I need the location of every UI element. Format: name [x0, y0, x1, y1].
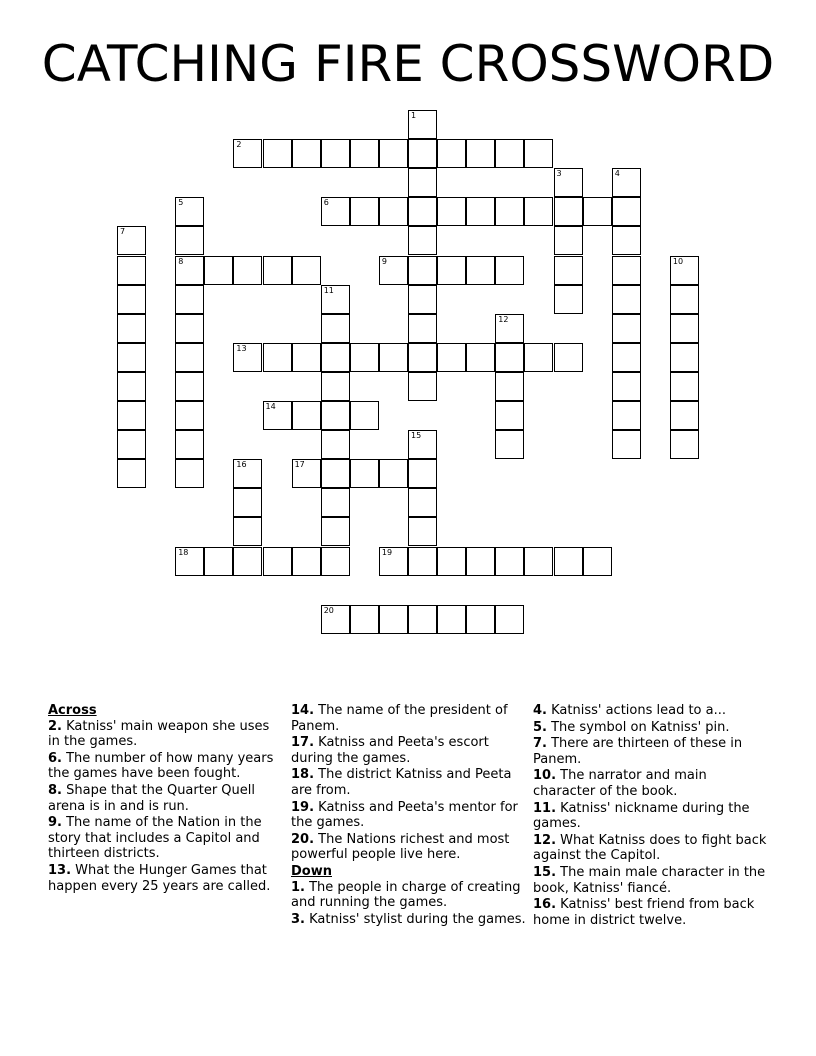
clue-item-number: 3.	[291, 911, 305, 927]
clue-item-text: The people in charge of creating and running the games.	[291, 879, 521, 911]
grid-cell[interactable]	[408, 488, 437, 517]
grid-cell[interactable]	[612, 285, 641, 314]
grid-cell[interactable]	[437, 197, 466, 226]
grid-cell[interactable]	[379, 605, 408, 634]
clue-item-text: The main male character in the book, Katniss' fiancé.	[533, 864, 766, 896]
grid-cell[interactable]	[263, 401, 292, 430]
grid-cell[interactable]	[292, 343, 321, 372]
grid-cell[interactable]	[495, 314, 524, 343]
grid-cell[interactable]	[117, 459, 146, 488]
grid-cell[interactable]	[117, 372, 146, 401]
clue-item-text: The name of the Nation in the story that includes a Capitol and thirteen districts.	[48, 815, 262, 862]
clue-item	[533, 736, 769, 767]
clue-item-text: The district Katniss and Peeta are from.	[291, 767, 512, 798]
grid-cell[interactable]	[321, 430, 350, 459]
grid-cell[interactable]	[175, 430, 204, 459]
grid-cell[interactable]	[612, 401, 641, 430]
grid-cell[interactable]	[379, 547, 408, 576]
grid-cell[interactable]	[175, 285, 204, 314]
grid-cell[interactable]	[670, 314, 699, 343]
grid-cell[interactable]	[466, 197, 495, 226]
clue-item-text: The Nations richest and most powerful people live here.	[291, 831, 510, 863]
grid-cell[interactable]	[554, 168, 583, 197]
clue-number: 6	[323, 198, 329, 208]
grid-cell[interactable]	[379, 343, 408, 372]
clue-item	[533, 703, 769, 719]
grid-cell[interactable]	[408, 430, 437, 459]
grid-cell[interactable]	[495, 197, 524, 226]
clue-item-text: Katniss' best friend from back home in district twelve.	[533, 897, 755, 928]
grid-cell[interactable]	[495, 343, 524, 372]
clue-item	[533, 897, 769, 928]
clue-item-number: 12.	[533, 832, 557, 848]
clue-number: 4	[614, 169, 620, 179]
clue-number: 10	[672, 256, 684, 266]
clue-item-text: What the Hunger Games that happen every 25 years are called.	[48, 862, 271, 894]
clue-item-number: 5.	[533, 719, 547, 735]
down-clue-list-continued	[533, 703, 769, 928]
clue-item-number: 1.	[291, 879, 305, 895]
clue-number: 18	[178, 547, 189, 557]
grid-cell[interactable]	[524, 139, 553, 168]
clue-item-number: 19.	[291, 799, 315, 815]
grid-cell[interactable]	[321, 605, 350, 634]
clue-item-number: 14.	[291, 703, 315, 718]
grid-cell[interactable]	[524, 547, 553, 576]
grid-cell[interactable]	[379, 256, 408, 285]
grid-cell[interactable]	[350, 459, 379, 488]
clue-item-text: The narrator and main character of the book.	[533, 768, 707, 799]
grid-cell[interactable]	[263, 256, 292, 285]
clue-item-number: 8.	[48, 782, 62, 798]
grid-cell[interactable]	[292, 459, 321, 488]
down-heading: Down	[291, 863, 332, 879]
grid-cell[interactable]	[379, 197, 408, 226]
grid-cell[interactable]	[321, 401, 350, 430]
grid-cell[interactable]	[175, 547, 204, 576]
grid-cell[interactable]	[321, 343, 350, 372]
grid-cell[interactable]	[495, 547, 524, 576]
grid-cell[interactable]	[495, 605, 524, 634]
clue-item-number: 15.	[533, 864, 557, 880]
down-clues-column	[533, 703, 769, 929]
grid-cell[interactable]	[612, 314, 641, 343]
clue-item-number: 17.	[291, 735, 315, 751]
grid-cell[interactable]	[408, 343, 437, 372]
grid-cell[interactable]	[524, 343, 553, 372]
grid-cell[interactable]	[233, 256, 262, 285]
grid-cell[interactable]	[321, 517, 350, 546]
grid-cell[interactable]	[612, 430, 641, 459]
grid-cell[interactable]	[117, 256, 146, 285]
clue-item-number: 13.	[48, 862, 72, 878]
clue-number: 2	[236, 140, 242, 150]
clue-number: 8	[178, 256, 184, 266]
down-clue-list	[291, 880, 527, 928]
grid-cell[interactable]	[408, 372, 437, 401]
clue-item	[48, 751, 280, 782]
grid-cell[interactable]	[175, 343, 204, 372]
grid-cell[interactable]	[175, 401, 204, 430]
grid-cell[interactable]	[233, 517, 262, 546]
grid-cell[interactable]	[554, 343, 583, 372]
grid-cell[interactable]	[321, 197, 350, 226]
grid-cell[interactable]	[495, 139, 524, 168]
clue-item-text: Katniss' main weapon she uses in the games.	[48, 718, 270, 750]
clue-item	[533, 865, 769, 896]
grid-cell[interactable]	[350, 343, 379, 372]
grid-cell[interactable]	[670, 256, 699, 285]
grid-cell[interactable]	[670, 401, 699, 430]
clue-item	[533, 833, 769, 864]
across-clues-column	[48, 703, 280, 895]
grid-cell[interactable]	[408, 168, 437, 197]
grid-cell[interactable]	[117, 430, 146, 459]
grid-cell[interactable]	[466, 343, 495, 372]
across-clue-list	[48, 719, 280, 895]
grid-cell[interactable]	[466, 547, 495, 576]
clue-number: 11	[323, 285, 334, 295]
grid-cell[interactable]	[408, 314, 437, 343]
clue-item	[291, 832, 527, 863]
grid-cell[interactable]	[408, 197, 437, 226]
grid-cell[interactable]	[408, 605, 437, 634]
grid-cell[interactable]	[350, 139, 379, 168]
grid-cell[interactable]	[321, 139, 350, 168]
clue-item	[291, 735, 527, 766]
clue-item	[533, 720, 769, 736]
grid-cell[interactable]	[350, 197, 379, 226]
grid-cell[interactable]	[233, 139, 262, 168]
grid-cell[interactable]	[408, 459, 437, 488]
clue-item-text: Katniss and Peeta's escort during the games.	[291, 735, 489, 766]
clue-item-text: What Katniss does to fight back against the Capitol.	[533, 832, 767, 864]
grid-cell[interactable]	[321, 488, 350, 517]
grid-cell[interactable]	[379, 139, 408, 168]
clue-item-text: Katniss and Peeta's mentor for the games.	[291, 799, 518, 831]
clue-item-number: 4.	[533, 703, 547, 718]
grid-cell[interactable]	[612, 256, 641, 285]
grid-cell[interactable]	[175, 314, 204, 343]
grid-cell[interactable]	[379, 459, 408, 488]
grid-cell[interactable]	[466, 605, 495, 634]
grid-cell[interactable]	[495, 372, 524, 401]
clue-item-text: The name of the president of Panem.	[291, 703, 508, 734]
grid-cell[interactable]	[437, 547, 466, 576]
grid-cell[interactable]	[233, 488, 262, 517]
clue-number: 20	[323, 605, 334, 615]
grid-cell[interactable]	[554, 547, 583, 576]
grid-cell[interactable]	[495, 401, 524, 430]
grid-cell[interactable]	[437, 256, 466, 285]
grid-cell[interactable]	[437, 343, 466, 372]
clue-item	[48, 719, 280, 750]
grid-cell[interactable]	[612, 168, 641, 197]
grid-cell[interactable]	[554, 256, 583, 285]
clue-item-number: 9.	[48, 815, 62, 831]
clue-item-number: 11.	[533, 800, 557, 816]
clue-item	[291, 800, 527, 831]
clue-number: 19	[381, 547, 393, 557]
clue-number: 5	[178, 198, 184, 208]
clue-number: 12	[498, 314, 509, 324]
clue-number: 17	[294, 460, 305, 470]
clue-item-number: 20.	[291, 831, 315, 847]
grid-cell[interactable]	[263, 139, 292, 168]
grid-cell[interactable]	[233, 547, 262, 576]
grid-cell[interactable]	[175, 372, 204, 401]
clue-item-number: 2.	[48, 718, 62, 734]
across-heading: Across	[48, 703, 97, 718]
grid-cell[interactable]	[117, 226, 146, 255]
grid-cell[interactable]	[175, 256, 204, 285]
clue-item-text: Katniss' actions lead to a...	[546, 703, 727, 718]
grid-cell[interactable]	[408, 547, 437, 576]
clue-item-text: The symbol on Katniss' pin.	[546, 719, 730, 735]
clue-item	[48, 863, 280, 894]
grid-cell[interactable]	[321, 285, 350, 314]
clue-item-number: 7.	[533, 736, 547, 752]
grid-cell[interactable]	[263, 343, 292, 372]
grid-cell[interactable]	[670, 430, 699, 459]
grid-cell[interactable]	[117, 314, 146, 343]
page-title: CATCHING FIRE CROSSWORD	[41, 35, 775, 93]
clue-item-number: 18.	[291, 767, 315, 783]
clue-item-text: Katniss' nickname during the games.	[533, 800, 750, 832]
grid-cell[interactable]	[612, 197, 641, 226]
grid-cell[interactable]	[437, 605, 466, 634]
grid-cell[interactable]	[583, 197, 612, 226]
grid-cell[interactable]	[117, 285, 146, 314]
grid-cell[interactable]	[321, 547, 350, 576]
grid-cell[interactable]	[495, 430, 524, 459]
grid-cell[interactable]	[408, 226, 437, 255]
grid-cell[interactable]	[321, 459, 350, 488]
grid-cell[interactable]	[524, 197, 553, 226]
grid-cell[interactable]	[466, 139, 495, 168]
grid-cell[interactable]	[554, 226, 583, 255]
grid-cell[interactable]	[292, 139, 321, 168]
middle-clues-column	[291, 703, 527, 928]
grid-cell[interactable]	[554, 197, 583, 226]
grid-cell[interactable]	[612, 343, 641, 372]
clue-item	[291, 767, 527, 798]
grid-cell[interactable]	[292, 401, 321, 430]
grid-cell[interactable]	[437, 139, 466, 168]
grid-cell[interactable]	[292, 547, 321, 576]
clue-item	[533, 801, 769, 832]
grid-cell[interactable]	[321, 372, 350, 401]
clue-number: 3	[556, 169, 562, 179]
clue-item-number: 16.	[533, 897, 557, 913]
clue-number: 7	[120, 227, 126, 237]
grid-cell[interactable]	[175, 226, 204, 255]
grid-cell[interactable]	[175, 459, 204, 488]
clue-item	[291, 703, 527, 734]
grid-cell[interactable]	[350, 401, 379, 430]
clue-number: 9	[381, 256, 387, 266]
grid-cell[interactable]	[408, 256, 437, 285]
clue-item-number: 10.	[533, 768, 557, 784]
grid-cell[interactable]	[495, 256, 524, 285]
grid-cell[interactable]	[583, 547, 612, 576]
grid-cell[interactable]	[670, 372, 699, 401]
clue-item-text: Shape that the Quarter Quell arena is in and is run.	[48, 782, 256, 814]
grid-cell[interactable]	[117, 401, 146, 430]
across-clue-list-continued	[291, 703, 527, 863]
clue-number: 1	[411, 111, 417, 120]
clue-item-number: 6.	[48, 750, 62, 766]
clue-item-text: Katniss' stylist during the games.	[304, 911, 526, 927]
clue-item-text: The number of how many years the games have been fought.	[48, 750, 274, 782]
grid-cell[interactable]	[670, 343, 699, 372]
grid-cell[interactable]	[670, 285, 699, 314]
grid-cell[interactable]	[263, 547, 292, 576]
grid-cell[interactable]	[204, 547, 233, 576]
grid-cell[interactable]	[612, 372, 641, 401]
grid-cell[interactable]	[292, 256, 321, 285]
grid-cell[interactable]	[117, 343, 146, 372]
clue-item	[291, 880, 527, 911]
grid-cell[interactable]	[408, 285, 437, 314]
clue-item	[48, 815, 280, 862]
clue-item-text: There are thirteen of these in Panem.	[533, 736, 743, 767]
clue-item	[533, 768, 769, 799]
clue-number: 16	[236, 460, 247, 470]
clue-item	[48, 783, 280, 814]
clue-number: 15	[411, 431, 422, 441]
clue-item	[291, 912, 527, 928]
clue-number: 13	[236, 343, 247, 353]
grid-cell[interactable]	[350, 605, 379, 634]
grid-cell[interactable]	[612, 226, 641, 255]
grid-cell[interactable]	[233, 343, 262, 372]
grid-cell[interactable]	[554, 285, 583, 314]
grid-cell[interactable]	[321, 314, 350, 343]
grid-cell[interactable]	[408, 517, 437, 546]
clue-number: 14	[265, 402, 276, 411]
grid-cell[interactable]	[204, 256, 233, 285]
grid-cell[interactable]	[466, 256, 495, 285]
grid-cell[interactable]	[175, 197, 204, 226]
grid-cell[interactable]	[233, 459, 262, 488]
grid-cell[interactable]	[408, 139, 437, 168]
grid-cell[interactable]	[408, 110, 437, 139]
